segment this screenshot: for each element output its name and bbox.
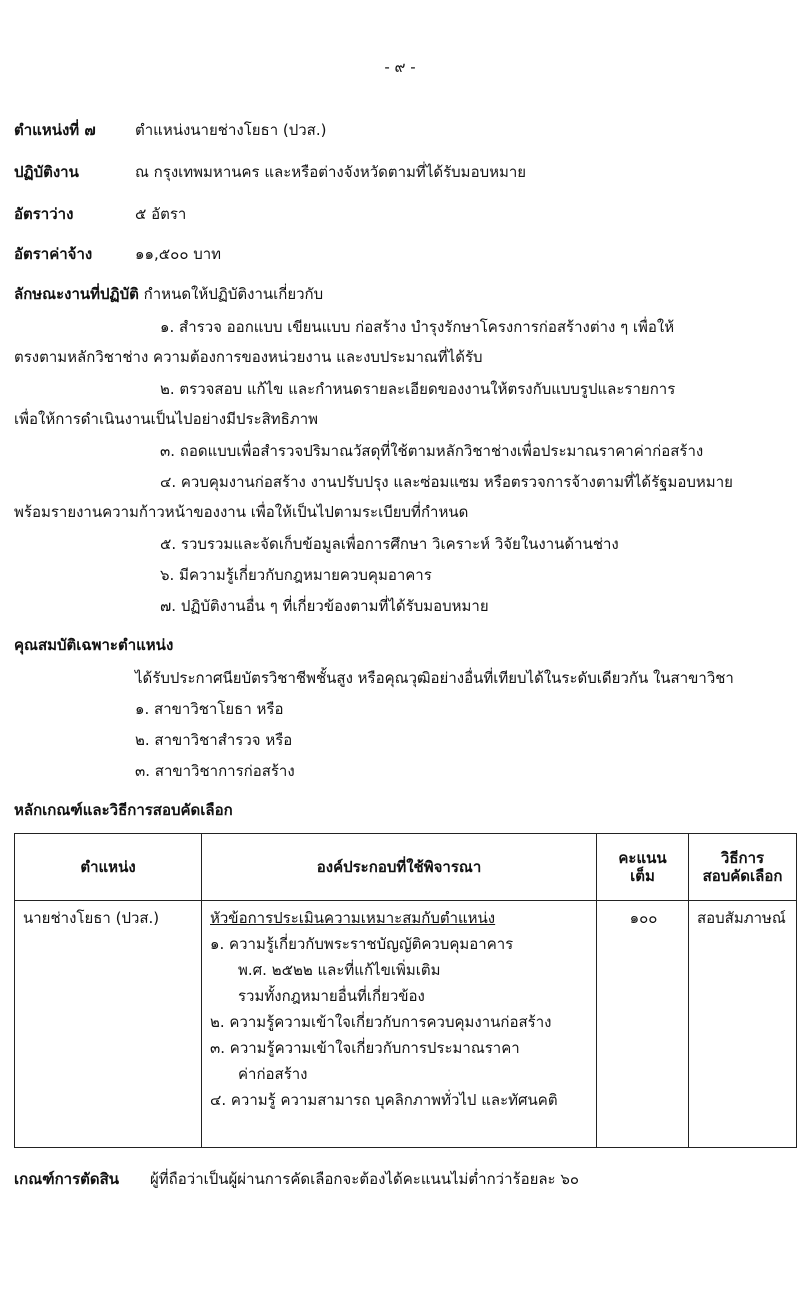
duty-item-4a: ๔. ควบคุมงานก่อสร้าง งานปรับปรุง และซ่อมแซม หรือตรวจการจ้างตามที่ได้รัฐมอบหมาย [160,473,733,491]
row-item-1c: รวมทั้งกฎหมายอื่นที่เกี่ยวข้อง [238,987,425,1005]
duty-item-1a: ๑. สำรวจ ออกแบบ เขียนแบบ ก่อสร้าง บำรุงรักษาโครงการก่อสร้างต่าง ๆ เพื่อให้ [160,318,675,336]
row-topic: หัวข้อการประเมินความเหมาะสมกับตำแหน่ง [210,909,496,927]
qualification-item-1: ๑. สาขาวิชาโยธา หรือ [135,700,284,718]
row-score: ๑๐๐ [597,901,689,1148]
duty-item-5: ๕. รวบรวมและจัดเก็บข้อมูลเพื่อการศึกษา วิเคราะห์ วิจัยในงานด้านช่าง [160,535,619,553]
criteria-table [14,833,797,1148]
qualification-item-3: ๓. สาขาวิชาการก่อสร้าง [135,762,295,780]
qualifications-heading: คุณสมบัติเฉพาะตำแหน่ง [14,636,174,654]
row-item-3a: ๓. ความรู้ความเข้าใจเกี่ยวกับการประมาณราคา [210,1039,520,1057]
position-value: ตำแหน่งนายช่างโยธา (ปวส.) [135,121,327,139]
header-components: องค์ประกอบที่ใช้พิจารณา [202,834,597,901]
header-score-line1: คะแนน [618,849,667,867]
row-item-1a: ๑. ความรู้เกี่ยวกับพระราชบัญญัติควบคุมอาคาร [210,935,514,953]
workplace-label: ปฏิบัติงาน [14,163,79,181]
duty-item-4b: พร้อมรายงานความก้าวหน้าของงาน เพื่อให้เป็นไปตามระเบียบที่กำหนด [14,503,469,521]
duty-item-2b: เพื่อให้การดำเนินงานเป็นไปอย่างมีประสิทธิภาพ [14,410,319,428]
header-position: ตำแหน่ง [15,834,202,901]
row-item-2: ๒. ความรู้ความเข้าใจเกี่ยวกับการควบคุมงานก่อสร้าง [210,1013,552,1031]
row-item-4: ๔. ความรู้ ความสามารถ บุคลิกภาพทั่วไป และทัศนคติ [210,1091,558,1109]
header-score [597,834,689,901]
duty-item-3: ๓. ถอดแบบเพื่อสำรวจปริมาณวัสดุที่ใช้ตามหลักวิชาช่างเพื่อประมาณราคาค่าก่อสร้าง [160,442,704,460]
row-method: สอบสัมภาษณ์ [689,901,797,1148]
criteria-row [15,901,797,1148]
position-label: ตำแหน่งที่ ๗ [14,121,96,139]
workplace-value: ณ กรุงเทพมหานคร และหรือต่างจังหวัดตามที่ได้รับมอบหมาย [135,163,527,181]
header-score-line2: เต็ม [630,867,655,885]
duty-item-6: ๖. มีความรู้เกี่ยวกับกฎหมายควบคุมอาคาร [160,566,432,584]
salary-label: อัตราค่าจ้าง [14,245,93,263]
row-position: นายช่างโยธา (ปวส.) [15,901,202,1148]
vacancies-label: อัตราว่าง [14,205,74,223]
duty-item-7: ๗. ปฏิบัติงานอื่น ๆ ที่เกี่ยวข้องตามที่ได้รับมอบหมาย [160,597,489,615]
row-item-1b: พ.ศ. ๒๕๒๒ และที่แก้ไขเพิ่มเติม [238,961,441,979]
qualifications-intro: ได้รับประกาศนียบัตรวิชาชีพชั้นสูง หรือคุณวุฒิอย่างอื่นที่เทียบได้ในระดับเดียวกัน ในสาขาวิชา [135,669,734,687]
qualification-item-2: ๒. สาขาวิชาสำรวจ หรือ [135,731,293,749]
duties-intro: กำหนดให้ปฏิบัติงานเกี่ยวกับ [143,285,324,303]
vacancies-value: ๕ อัตรา [135,205,187,223]
duty-item-2a: ๒. ตรวจสอบ แก้ไข และกำหนดรายละเอียดของงานให้ตรงกับแบบรูปและรายการ [160,380,676,398]
row-item-3b: ค่าก่อสร้าง [238,1065,308,1083]
row-components [202,901,597,1148]
decision-value: ผู้ที่ถือว่าเป็นผู้ผ่านการคัดเลือกจะต้องได้คะแนนไม่ต่ำกว่าร้อยละ ๖๐ [150,1170,580,1188]
duties-heading [14,285,323,303]
duty-item-1b: ตรงตามหลักวิชาช่าง ความต้องการของหน่วยงาน และงบประมาณที่ได้รับ [14,348,483,366]
header-method-line1: วิธีการ [720,849,765,867]
criteria-heading: หลักเกณฑ์และวิธีการสอบคัดเลือก [14,801,233,819]
salary-value: ๑๑,๕๐๐ บาท [135,245,222,263]
decision-label: เกณฑ์การตัดสิน [14,1170,120,1188]
header-method [689,834,797,901]
duties-label: ลักษณะงานที่ปฏิบัติ [14,285,139,303]
criteria-header-row [15,834,797,901]
header-method-line2: สอบคัดเลือก [702,867,783,885]
page-number: - ๙ - [384,58,416,76]
